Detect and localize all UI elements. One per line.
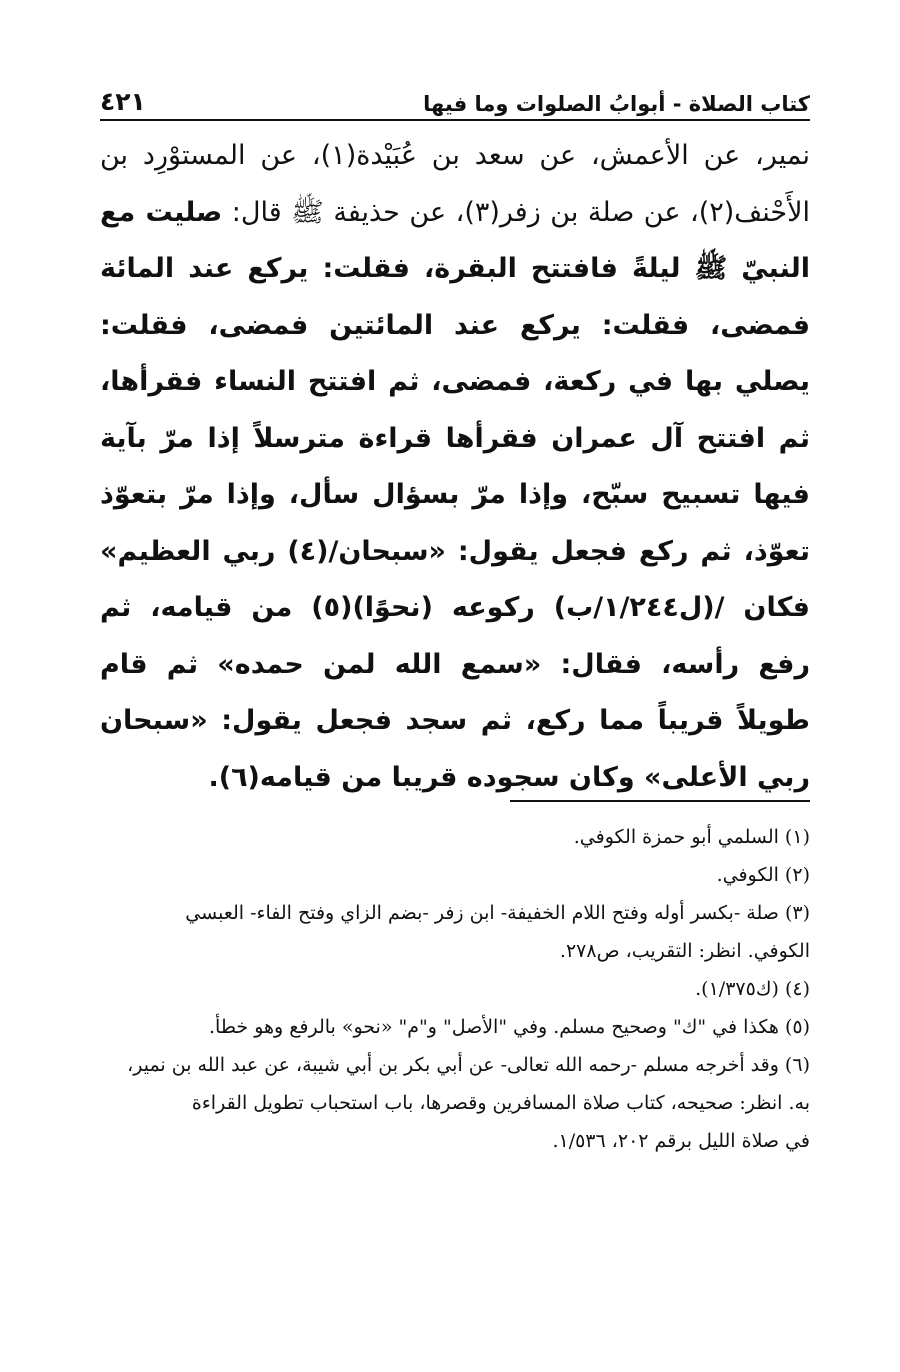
page-number: ٤٢١ [100, 87, 146, 116]
footnote-6 [100, 1046, 810, 1160]
page-header [100, 78, 810, 116]
main-text [100, 128, 810, 806]
main-text-hadith: صليت مع النبيّ ﷺ ليلةً فافتتح البقرة، فقلت: يركع عند المائة فمضى، فقلت: يركع عند المائتين فمضى، فقلت: يصلي بها في ركعة، فمضى، ثم افتتح النساء فقرأها، ثم افتتح آل عمران فقرأها قراءة مترسلاً إذا مرّ بآية فيها تسبيح سبّح، وإذا مرّ بسؤال سأل، وإذا مرّ بتعوّذ تعوّذ، ثم ركع فجعل يقول: «سبحان/(٤) ربي العظيم» فكان /(ل١/٢٤٤/ب) ركوعه (نحوًا)(٥) من قيامه، ثم رفع رأسه، فقال: «سمع الله لمن حمده» ثم قام طويلاً قريباً مما ركع، ثم سجد فجعل يقول: «سبحان ربي الأعلى» وكان سجوده قريبا من قيامه(٦). [100, 196, 810, 793]
main-text-isnad: نمير، عن الأعمش، عن سعد بن عُبَيْدة(١)، عن المستوْرِد بن الأَحْنف(٢)، عن صلة بن زفر(٣)، عن حذيفة ﷺ قال: [100, 140, 811, 228]
footnote-4 [100, 970, 810, 1008]
footnote-5 [100, 1008, 810, 1046]
footnote-text: (٥) هكذا في "ك" وصحيح مسلم. وفي "الأصل" و"م" «نحو» بالرفع وهو خطأ. [209, 1016, 810, 1038]
footnote-3 [100, 894, 810, 970]
footnote-2 [100, 856, 810, 894]
header-rule [100, 119, 810, 121]
footnote-text: (٣) صلة -بكسر أوله وفتح اللام الخفيفة- ابن زفر -بضم الزاي وفتح الفاء- العبسي الكوفي. انظر: التقريب، ص٢٧٨. [185, 902, 810, 962]
footnote-text: (٤) (ك١/٣٧٥). [695, 978, 810, 1000]
footnote-separator [510, 800, 810, 802]
footnote-text: (٢) الكوفي. [716, 864, 810, 886]
running-title: كتاب الصلاة - أبوابُ الصلوات وما فيها [423, 92, 810, 116]
footnote-text: (٦) وقد أخرجه مسلم -رحمه الله تعالى- عن أبي بكر بن أبي شيبة، عن عبد الله بن نمير، به. انظر: صحيحه، كتاب صلاة المسافرين وقصرها، باب استحباب تطويل القراءة في صلاة الليل برقم ٢٠٢، ١/٥٣٦. [127, 1054, 810, 1152]
footnote-text: (١) السلمي أبو حمزة الكوفي. [573, 826, 810, 848]
footnotes [100, 818, 810, 1160]
footnote-1 [100, 818, 810, 856]
